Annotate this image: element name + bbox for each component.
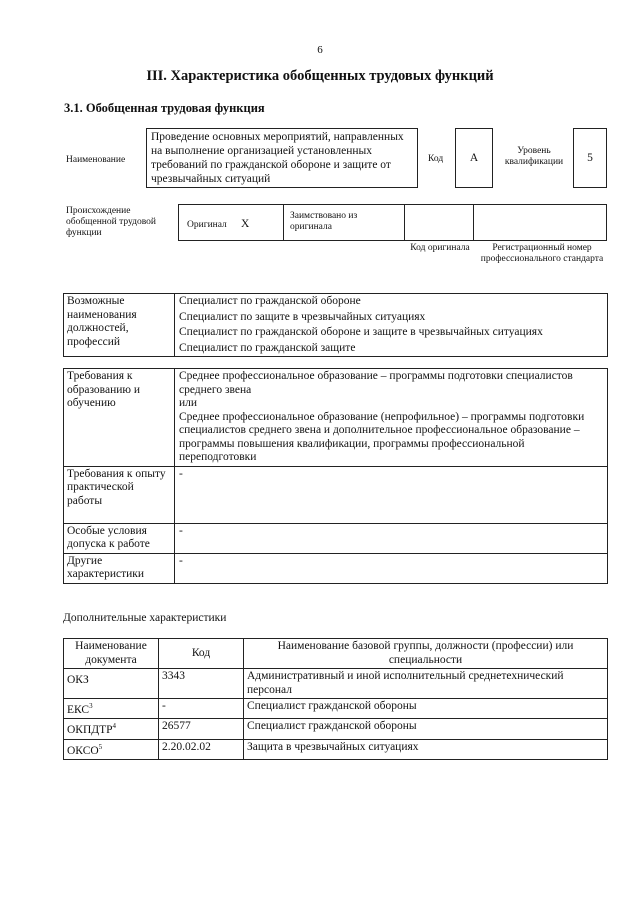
- reg-caption: Регистрационный номер профессионального стандарта: [480, 243, 604, 264]
- origin-label: Происхождение обобщенной трудовой функции: [66, 206, 156, 238]
- additional-title: Дополнительные характеристики: [63, 612, 227, 624]
- table-row: ЕКС$^3$ - Специалист гражданской обороны: [64, 699, 608, 719]
- doc-group: Административный и иной исполнительный среднетехнический персонал: [244, 669, 608, 699]
- doc-code: 3343: [159, 669, 244, 699]
- name-label: Наименование: [66, 155, 126, 165]
- subsection-title: 3.1. Обобщенная трудовая функция: [64, 101, 265, 115]
- doc-code: 2.20.02.02: [159, 739, 244, 759]
- doc-name: ОКЗ: [67, 673, 89, 686]
- position-item: Специалист по гражданской защите: [179, 341, 356, 354]
- req-line: Среднее профессиональное образование (непрофильное) – программы подготовки специалистов среднего звена и дополнительное профессиональное образование – программы повышения квалификации, программы профессиональной переподготовки: [179, 410, 585, 463]
- req-line: или: [179, 397, 198, 409]
- req-line: Среднее профессиональное образование – программы подготовки специалистов среднего звена: [179, 370, 573, 396]
- req-value: -: [175, 523, 608, 553]
- doc-group: Защита в чрезвычайных ситуациях: [244, 739, 608, 759]
- code-label: Код: [428, 154, 444, 164]
- level-label: Уровень квалификации: [504, 146, 564, 167]
- req-label: Особые условия допуска к работе: [64, 523, 175, 553]
- position-item: Специалист по защите в чрезвычайных ситуациях: [179, 310, 426, 323]
- req-value: -: [175, 466, 608, 523]
- original-label: Оригинал: [187, 220, 227, 230]
- requirements-table: [63, 368, 608, 584]
- col-header: Код: [159, 639, 244, 669]
- positions-label: Возможные наименования должностей, профессий: [64, 294, 175, 357]
- name-value: Проведение основных мероприятий, направленных на выполнение организацией установленных требований по гражданской обороне и защите от чрезвычайных ситуаций: [146, 128, 418, 188]
- section-title: III. Характеристика обобщенных трудовых функций: [146, 68, 494, 84]
- table-row: ОКСО$^5$ 2.20.02.02 Защита в чрезвычайных ситуациях: [64, 739, 608, 759]
- req-label: Требования к опыту практической работы: [64, 466, 175, 523]
- additional-table: [63, 638, 608, 760]
- doc-code: 26577: [159, 719, 244, 739]
- doc-name: ОКСО: [67, 744, 99, 757]
- doc-code: -: [159, 699, 244, 719]
- col-header: Наименование документа: [64, 639, 159, 669]
- positions-table: [63, 293, 608, 357]
- position-item: Специалист по гражданской обороне: [179, 295, 361, 307]
- doc-name: ЕКС: [67, 703, 90, 716]
- code-value: А: [455, 128, 493, 188]
- position-item: Специалист по гражданской обороне и защите в чрезвычайных ситуациях: [179, 326, 543, 338]
- req-label: Другие характеристики: [64, 553, 175, 583]
- origin-box: [178, 204, 607, 241]
- col-header: Наименование базовой группы, должности (профессии) или специальности: [244, 639, 608, 669]
- table-row: [64, 669, 608, 699]
- table-row: ОКПДТР$^4$ 26577 Специалист гражданской обороны: [64, 719, 608, 739]
- level-value: 5: [573, 128, 607, 188]
- req-value: -: [175, 553, 608, 583]
- code-caption: Код оригинала: [410, 243, 470, 253]
- req-label: Требования к образованию и обучению: [64, 369, 175, 467]
- doc-group: Специалист гражданской обороны: [244, 719, 608, 739]
- doc-name: ОКПДТР: [67, 724, 113, 737]
- borrowed-label: Заимствовано из оригинала: [290, 211, 358, 232]
- original-mark: X: [241, 218, 250, 230]
- page-number: 6: [317, 44, 323, 56]
- doc-group: Специалист гражданской обороны: [244, 699, 608, 719]
